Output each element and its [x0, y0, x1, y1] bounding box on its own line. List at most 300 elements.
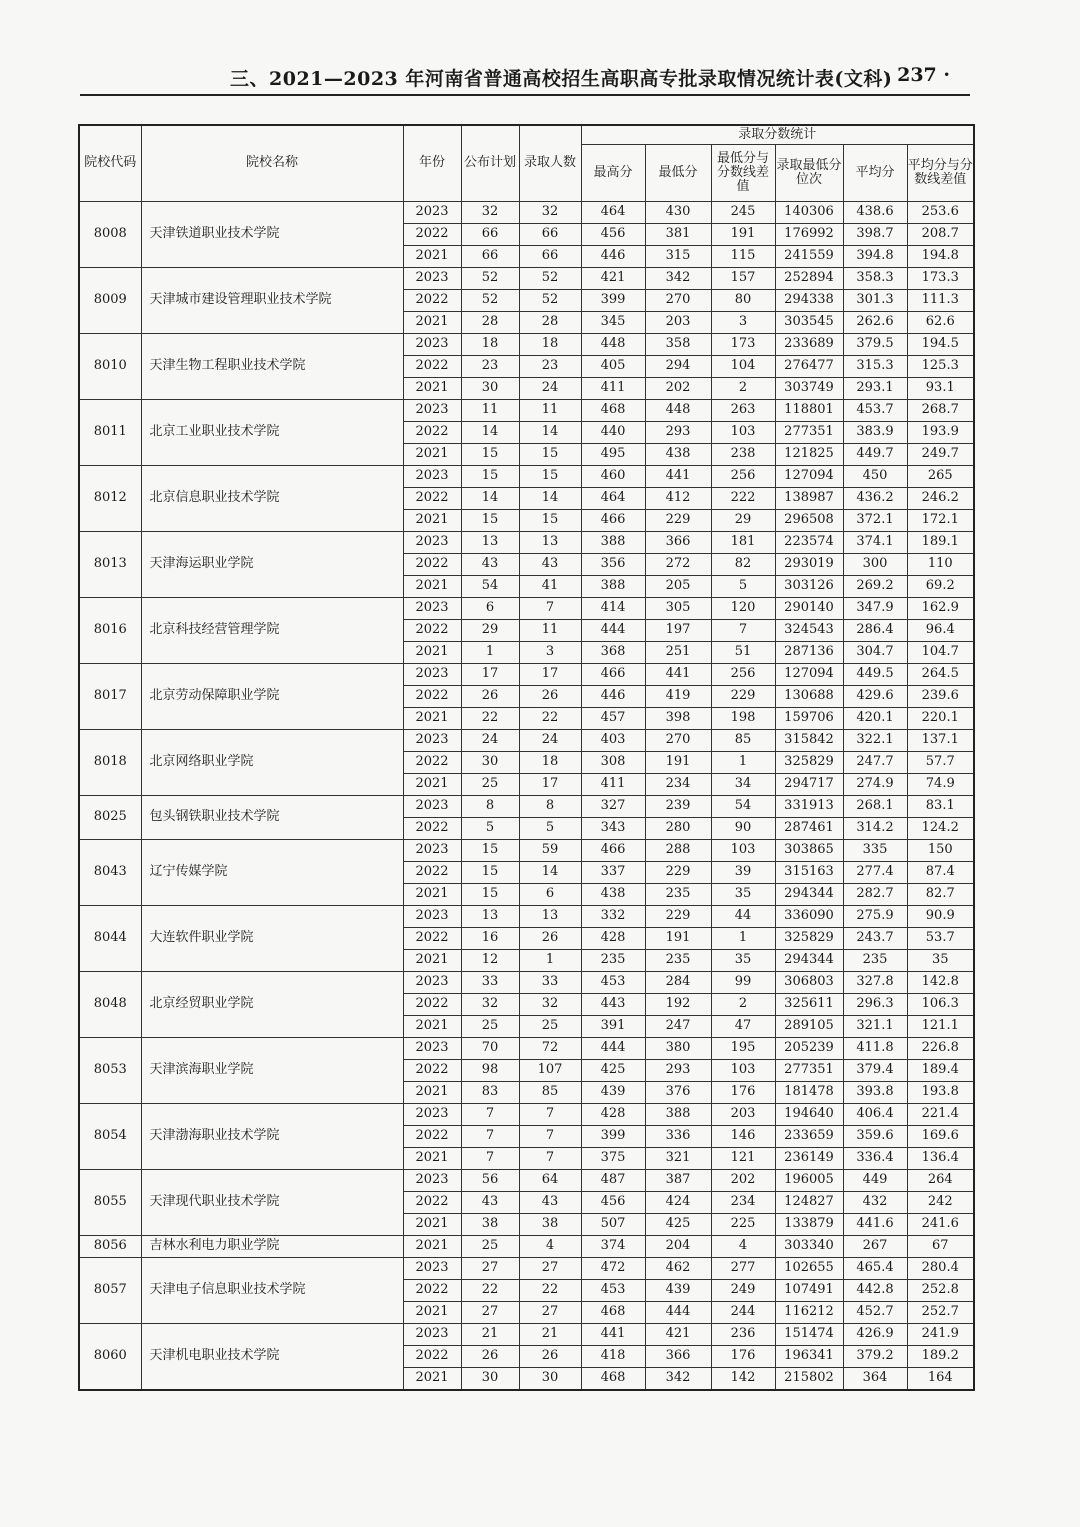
min-score-cell: 205	[645, 576, 711, 598]
school-name-cell: 吉林水利电力职业学院	[141, 1236, 403, 1258]
min-diff-cell: 121	[711, 1148, 775, 1170]
avg-diff-cell: 264.5	[907, 664, 974, 686]
plan-cell: 43	[461, 1192, 519, 1214]
min-rank-cell: 303545	[775, 312, 843, 334]
min-diff-cell: 82	[711, 554, 775, 576]
admitted-cell: 52	[519, 268, 581, 290]
min-diff-cell: 1	[711, 752, 775, 774]
avg-diff-cell: 69.2	[907, 576, 974, 598]
plan-cell: 52	[461, 268, 519, 290]
school-name-cell: 天津铁道职业技术学院	[141, 202, 403, 268]
school-code-cell: 8008	[79, 202, 141, 268]
avg-score-cell: 315.3	[843, 356, 907, 378]
table-row	[79, 1258, 974, 1280]
year-cell: 2021	[403, 1214, 461, 1236]
max-score-cell: 308	[581, 752, 645, 774]
avg-score-cell: 465.4	[843, 1258, 907, 1280]
min-rank-cell: 233659	[775, 1126, 843, 1148]
avg-diff-cell: 93.1	[907, 378, 974, 400]
year-cell: 2023	[403, 664, 461, 686]
year-cell: 2021	[403, 1302, 461, 1324]
admission-table	[78, 124, 975, 1391]
col-header-max: 最高分	[581, 145, 645, 202]
max-score-cell: 411	[581, 774, 645, 796]
min-diff-cell: 198	[711, 708, 775, 730]
avg-diff-cell: 252.8	[907, 1280, 974, 1302]
avg-diff-cell: 194.8	[907, 246, 974, 268]
admitted-cell: 15	[519, 466, 581, 488]
min-score-cell: 462	[645, 1258, 711, 1280]
min-rank-cell: 287136	[775, 642, 843, 664]
avg-score-cell: 452.7	[843, 1302, 907, 1324]
admitted-cell: 26	[519, 686, 581, 708]
avg-diff-cell: 241.9	[907, 1324, 974, 1346]
year-cell: 2022	[403, 224, 461, 246]
min-diff-cell: 29	[711, 510, 775, 532]
min-rank-cell: 287461	[775, 818, 843, 840]
max-score-cell: 495	[581, 444, 645, 466]
avg-score-cell: 282.7	[843, 884, 907, 906]
min-score-cell: 229	[645, 510, 711, 532]
year-cell: 2023	[403, 840, 461, 862]
max-score-cell: 468	[581, 1368, 645, 1391]
avg-diff-cell: 125.3	[907, 356, 974, 378]
min-diff-cell: 2	[711, 994, 775, 1016]
plan-cell: 15	[461, 444, 519, 466]
plan-cell: 32	[461, 202, 519, 224]
min-diff-cell: 176	[711, 1082, 775, 1104]
plan-cell: 15	[461, 840, 519, 862]
year-cell: 2021	[403, 378, 461, 400]
school-name-cell: 天津城市建设管理职业技术学院	[141, 268, 403, 334]
admitted-cell: 14	[519, 488, 581, 510]
avg-diff-cell: 90.9	[907, 906, 974, 928]
school-name-cell: 天津现代职业技术学院	[141, 1170, 403, 1236]
max-score-cell: 374	[581, 1236, 645, 1258]
min-rank-cell: 196005	[775, 1170, 843, 1192]
max-score-cell: 428	[581, 928, 645, 950]
min-rank-cell: 303340	[775, 1236, 843, 1258]
avg-score-cell: 314.2	[843, 818, 907, 840]
min-score-cell: 398	[645, 708, 711, 730]
year-cell: 2021	[403, 510, 461, 532]
min-score-cell: 229	[645, 906, 711, 928]
avg-diff-cell: 252.7	[907, 1302, 974, 1324]
admitted-cell: 18	[519, 334, 581, 356]
avg-score-cell: 436.2	[843, 488, 907, 510]
max-score-cell: 327	[581, 796, 645, 818]
admitted-cell: 18	[519, 752, 581, 774]
min-diff-cell: 103	[711, 1060, 775, 1082]
table-row	[79, 664, 974, 686]
plan-cell: 7	[461, 1104, 519, 1126]
min-diff-cell: 244	[711, 1302, 775, 1324]
min-diff-cell: 225	[711, 1214, 775, 1236]
avg-score-cell: 327.8	[843, 972, 907, 994]
min-rank-cell: 223574	[775, 532, 843, 554]
year-cell: 2022	[403, 752, 461, 774]
plan-cell: 14	[461, 422, 519, 444]
min-rank-cell: 315163	[775, 862, 843, 884]
year-cell: 2021	[403, 1082, 461, 1104]
plan-cell: 8	[461, 796, 519, 818]
min-diff-cell: 35	[711, 884, 775, 906]
max-score-cell: 428	[581, 1104, 645, 1126]
avg-diff-cell: 35	[907, 950, 974, 972]
max-score-cell: 472	[581, 1258, 645, 1280]
admitted-cell: 38	[519, 1214, 581, 1236]
min-score-cell: 284	[645, 972, 711, 994]
min-diff-cell: 238	[711, 444, 775, 466]
avg-score-cell: 300	[843, 554, 907, 576]
min-rank-cell: 277351	[775, 422, 843, 444]
max-score-cell: 466	[581, 664, 645, 686]
table-row	[79, 268, 974, 290]
min-score-cell: 315	[645, 246, 711, 268]
max-score-cell: 421	[581, 268, 645, 290]
admitted-cell: 14	[519, 422, 581, 444]
plan-cell: 12	[461, 950, 519, 972]
year-cell: 2022	[403, 862, 461, 884]
year-cell: 2023	[403, 598, 461, 620]
avg-score-cell: 243.7	[843, 928, 907, 950]
max-score-cell: 444	[581, 620, 645, 642]
min-diff-cell: 34	[711, 774, 775, 796]
admitted-cell: 66	[519, 224, 581, 246]
max-score-cell: 457	[581, 708, 645, 730]
min-diff-cell: 51	[711, 642, 775, 664]
max-score-cell: 403	[581, 730, 645, 752]
col-header-name: 院校名称	[141, 125, 403, 202]
min-score-cell: 192	[645, 994, 711, 1016]
school-name-cell: 北京劳动保障职业学院	[141, 664, 403, 730]
avg-score-cell: 442.8	[843, 1280, 907, 1302]
admitted-cell: 13	[519, 906, 581, 928]
min-diff-cell: 1	[711, 928, 775, 950]
avg-score-cell: 374.1	[843, 532, 907, 554]
min-score-cell: 321	[645, 1148, 711, 1170]
max-score-cell: 507	[581, 1214, 645, 1236]
max-score-cell: 443	[581, 994, 645, 1016]
avg-score-cell: 322.1	[843, 730, 907, 752]
max-score-cell: 446	[581, 686, 645, 708]
avg-diff-cell: 104.7	[907, 642, 974, 664]
min-score-cell: 191	[645, 752, 711, 774]
min-diff-cell: 103	[711, 422, 775, 444]
avg-diff-cell: 226.8	[907, 1038, 974, 1060]
avg-diff-cell: 280.4	[907, 1258, 974, 1280]
year-cell: 2021	[403, 576, 461, 598]
min-score-cell: 204	[645, 1236, 711, 1258]
min-score-cell: 288	[645, 840, 711, 862]
page-title: 三、2021—2023 年河南省普通高校招生高职高专批录取情况统计表(文科)	[230, 68, 893, 90]
min-rank-cell: 277351	[775, 1060, 843, 1082]
admitted-cell: 43	[519, 554, 581, 576]
admitted-cell: 13	[519, 532, 581, 554]
min-score-cell: 388	[645, 1104, 711, 1126]
min-diff-cell: 263	[711, 400, 775, 422]
col-header-plan: 公布计划	[461, 125, 519, 202]
avg-score-cell: 262.6	[843, 312, 907, 334]
max-score-cell: 468	[581, 1302, 645, 1324]
avg-score-cell: 235	[843, 950, 907, 972]
min-diff-cell: 44	[711, 906, 775, 928]
min-score-cell: 342	[645, 1368, 711, 1391]
admitted-cell: 52	[519, 290, 581, 312]
plan-cell: 15	[461, 862, 519, 884]
min-score-cell: 380	[645, 1038, 711, 1060]
school-code-cell: 8011	[79, 400, 141, 466]
admitted-cell: 22	[519, 708, 581, 730]
year-cell: 2023	[403, 796, 461, 818]
min-diff-cell: 173	[711, 334, 775, 356]
avg-diff-cell: 110	[907, 554, 974, 576]
max-score-cell: 411	[581, 378, 645, 400]
min-score-cell: 251	[645, 642, 711, 664]
year-cell: 2022	[403, 554, 461, 576]
admitted-cell: 23	[519, 356, 581, 378]
admitted-cell: 17	[519, 664, 581, 686]
min-score-cell: 272	[645, 554, 711, 576]
school-name-cell: 天津海运职业学院	[141, 532, 403, 598]
min-rank-cell: 306803	[775, 972, 843, 994]
max-score-cell: 235	[581, 950, 645, 972]
max-score-cell: 414	[581, 598, 645, 620]
avg-diff-cell: 242	[907, 1192, 974, 1214]
min-diff-cell: 236	[711, 1324, 775, 1346]
min-diff-cell: 5	[711, 576, 775, 598]
school-name-cell: 天津生物工程职业技术学院	[141, 334, 403, 400]
avg-score-cell: 336.4	[843, 1148, 907, 1170]
min-rank-cell: 276477	[775, 356, 843, 378]
year-cell: 2021	[403, 312, 461, 334]
min-rank-cell: 118801	[775, 400, 843, 422]
school-name-cell: 辽宁传媒学院	[141, 840, 403, 906]
min-diff-cell: 85	[711, 730, 775, 752]
min-rank-cell: 303126	[775, 576, 843, 598]
year-cell: 2022	[403, 422, 461, 444]
year-cell: 2021	[403, 1148, 461, 1170]
school-name-cell: 北京经贸职业学院	[141, 972, 403, 1038]
admitted-cell: 6	[519, 884, 581, 906]
min-diff-cell: 7	[711, 620, 775, 642]
min-diff-cell: 80	[711, 290, 775, 312]
avg-score-cell: 441.6	[843, 1214, 907, 1236]
plan-cell: 16	[461, 928, 519, 950]
admitted-cell: 8	[519, 796, 581, 818]
min-rank-cell: 303865	[775, 840, 843, 862]
plan-cell: 5	[461, 818, 519, 840]
min-diff-cell: 39	[711, 862, 775, 884]
avg-score-cell: 275.9	[843, 906, 907, 928]
plan-cell: 30	[461, 378, 519, 400]
avg-diff-cell: 87.4	[907, 862, 974, 884]
min-rank-cell: 325829	[775, 752, 843, 774]
plan-cell: 6	[461, 598, 519, 620]
min-rank-cell: 315842	[775, 730, 843, 752]
avg-score-cell: 286.4	[843, 620, 907, 642]
plan-cell: 30	[461, 1368, 519, 1391]
table-row	[79, 1170, 974, 1192]
year-cell: 2022	[403, 620, 461, 642]
year-cell: 2022	[403, 818, 461, 840]
avg-diff-cell: 83.1	[907, 796, 974, 818]
min-rank-cell: 133879	[775, 1214, 843, 1236]
admitted-cell: 5	[519, 818, 581, 840]
year-cell: 2023	[403, 202, 461, 224]
max-score-cell: 487	[581, 1170, 645, 1192]
admitted-cell: 41	[519, 576, 581, 598]
plan-cell: 66	[461, 224, 519, 246]
avg-score-cell: 267	[843, 1236, 907, 1258]
school-code-cell: 8017	[79, 664, 141, 730]
avg-diff-cell: 265	[907, 466, 974, 488]
year-cell: 2023	[403, 268, 461, 290]
min-score-cell: 376	[645, 1082, 711, 1104]
school-name-cell: 天津机电职业技术学院	[141, 1324, 403, 1391]
avg-score-cell: 293.1	[843, 378, 907, 400]
admitted-cell: 27	[519, 1302, 581, 1324]
min-rank-cell: 102655	[775, 1258, 843, 1280]
min-rank-cell: 325829	[775, 928, 843, 950]
table-row	[79, 202, 974, 224]
admitted-cell: 11	[519, 620, 581, 642]
avg-score-cell: 398.7	[843, 224, 907, 246]
school-name-cell: 天津电子信息职业技术学院	[141, 1258, 403, 1324]
admitted-cell: 66	[519, 246, 581, 268]
plan-cell: 18	[461, 334, 519, 356]
min-rank-cell: 294717	[775, 774, 843, 796]
min-diff-cell: 103	[711, 840, 775, 862]
plan-cell: 17	[461, 664, 519, 686]
admitted-cell: 7	[519, 1104, 581, 1126]
table-row	[79, 972, 974, 994]
plan-cell: 22	[461, 708, 519, 730]
min-diff-cell: 142	[711, 1368, 775, 1391]
school-code-cell: 8056	[79, 1236, 141, 1258]
school-name-cell: 天津渤海职业技术学院	[141, 1104, 403, 1170]
max-score-cell: 453	[581, 972, 645, 994]
min-rank-cell: 252894	[775, 268, 843, 290]
plan-cell: 29	[461, 620, 519, 642]
plan-cell: 15	[461, 884, 519, 906]
min-rank-cell: 296508	[775, 510, 843, 532]
plan-cell: 56	[461, 1170, 519, 1192]
plan-cell: 25	[461, 1236, 519, 1258]
admitted-cell: 27	[519, 1258, 581, 1280]
min-score-cell: 425	[645, 1214, 711, 1236]
max-score-cell: 332	[581, 906, 645, 928]
year-cell: 2023	[403, 730, 461, 752]
max-score-cell: 439	[581, 1082, 645, 1104]
school-code-cell: 8053	[79, 1038, 141, 1104]
plan-cell: 38	[461, 1214, 519, 1236]
year-cell: 2023	[403, 400, 461, 422]
avg-diff-cell: 208.7	[907, 224, 974, 246]
plan-cell: 13	[461, 532, 519, 554]
school-name-cell: 北京工业职业技术学院	[141, 400, 403, 466]
col-header-admitted: 录取人数	[519, 125, 581, 202]
page-header	[80, 62, 970, 96]
min-score-cell: 235	[645, 950, 711, 972]
avg-diff-cell: 193.8	[907, 1082, 974, 1104]
admitted-cell: 32	[519, 994, 581, 1016]
year-cell: 2023	[403, 906, 461, 928]
max-score-cell: 441	[581, 1324, 645, 1346]
min-score-cell: 430	[645, 202, 711, 224]
min-diff-cell: 191	[711, 224, 775, 246]
min-rank-cell: 121825	[775, 444, 843, 466]
min-rank-cell: 331913	[775, 796, 843, 818]
max-score-cell: 464	[581, 202, 645, 224]
school-code-cell: 8012	[79, 466, 141, 532]
admitted-cell: 43	[519, 1192, 581, 1214]
year-cell: 2022	[403, 1192, 461, 1214]
min-score-cell: 342	[645, 268, 711, 290]
min-score-cell: 438	[645, 444, 711, 466]
year-cell: 2021	[403, 642, 461, 664]
table-row	[79, 598, 974, 620]
avg-diff-cell: 121.1	[907, 1016, 974, 1038]
max-score-cell: 456	[581, 1192, 645, 1214]
avg-diff-cell: 246.2	[907, 488, 974, 510]
min-diff-cell: 176	[711, 1346, 775, 1368]
avg-score-cell: 420.1	[843, 708, 907, 730]
school-code-cell: 8048	[79, 972, 141, 1038]
plan-cell: 15	[461, 510, 519, 532]
min-score-cell: 234	[645, 774, 711, 796]
plan-cell: 1	[461, 642, 519, 664]
table-row	[79, 400, 974, 422]
school-code-cell: 8013	[79, 532, 141, 598]
min-rank-cell: 294338	[775, 290, 843, 312]
min-diff-cell: 256	[711, 466, 775, 488]
school-code-cell: 8016	[79, 598, 141, 664]
plan-cell: 28	[461, 312, 519, 334]
col-header-year: 年份	[403, 125, 461, 202]
avg-score-cell: 379.2	[843, 1346, 907, 1368]
avg-score-cell: 406.4	[843, 1104, 907, 1126]
min-rank-cell: 294344	[775, 884, 843, 906]
table-row	[79, 334, 974, 356]
avg-diff-cell: 173.3	[907, 268, 974, 290]
plan-cell: 15	[461, 466, 519, 488]
max-score-cell: 440	[581, 422, 645, 444]
plan-cell: 26	[461, 686, 519, 708]
avg-diff-cell: 239.6	[907, 686, 974, 708]
avg-score-cell: 321.1	[843, 1016, 907, 1038]
avg-score-cell: 268.1	[843, 796, 907, 818]
plan-cell: 7	[461, 1126, 519, 1148]
page-number: · 237 ·	[883, 64, 950, 86]
avg-diff-cell: 189.4	[907, 1060, 974, 1082]
avg-score-cell: 449.7	[843, 444, 907, 466]
min-diff-cell: 277	[711, 1258, 775, 1280]
year-cell: 2021	[403, 246, 461, 268]
table-row	[79, 796, 974, 818]
avg-score-cell: 304.7	[843, 642, 907, 664]
min-rank-cell: 107491	[775, 1280, 843, 1302]
min-rank-cell: 294344	[775, 950, 843, 972]
school-name-cell: 天津滨海职业学院	[141, 1038, 403, 1104]
year-cell: 2023	[403, 972, 461, 994]
avg-diff-cell: 136.4	[907, 1148, 974, 1170]
school-name-cell: 北京网络职业学院	[141, 730, 403, 796]
min-score-cell: 203	[645, 312, 711, 334]
avg-score-cell: 438.6	[843, 202, 907, 224]
avg-diff-cell: 74.9	[907, 774, 974, 796]
year-cell: 2023	[403, 1038, 461, 1060]
